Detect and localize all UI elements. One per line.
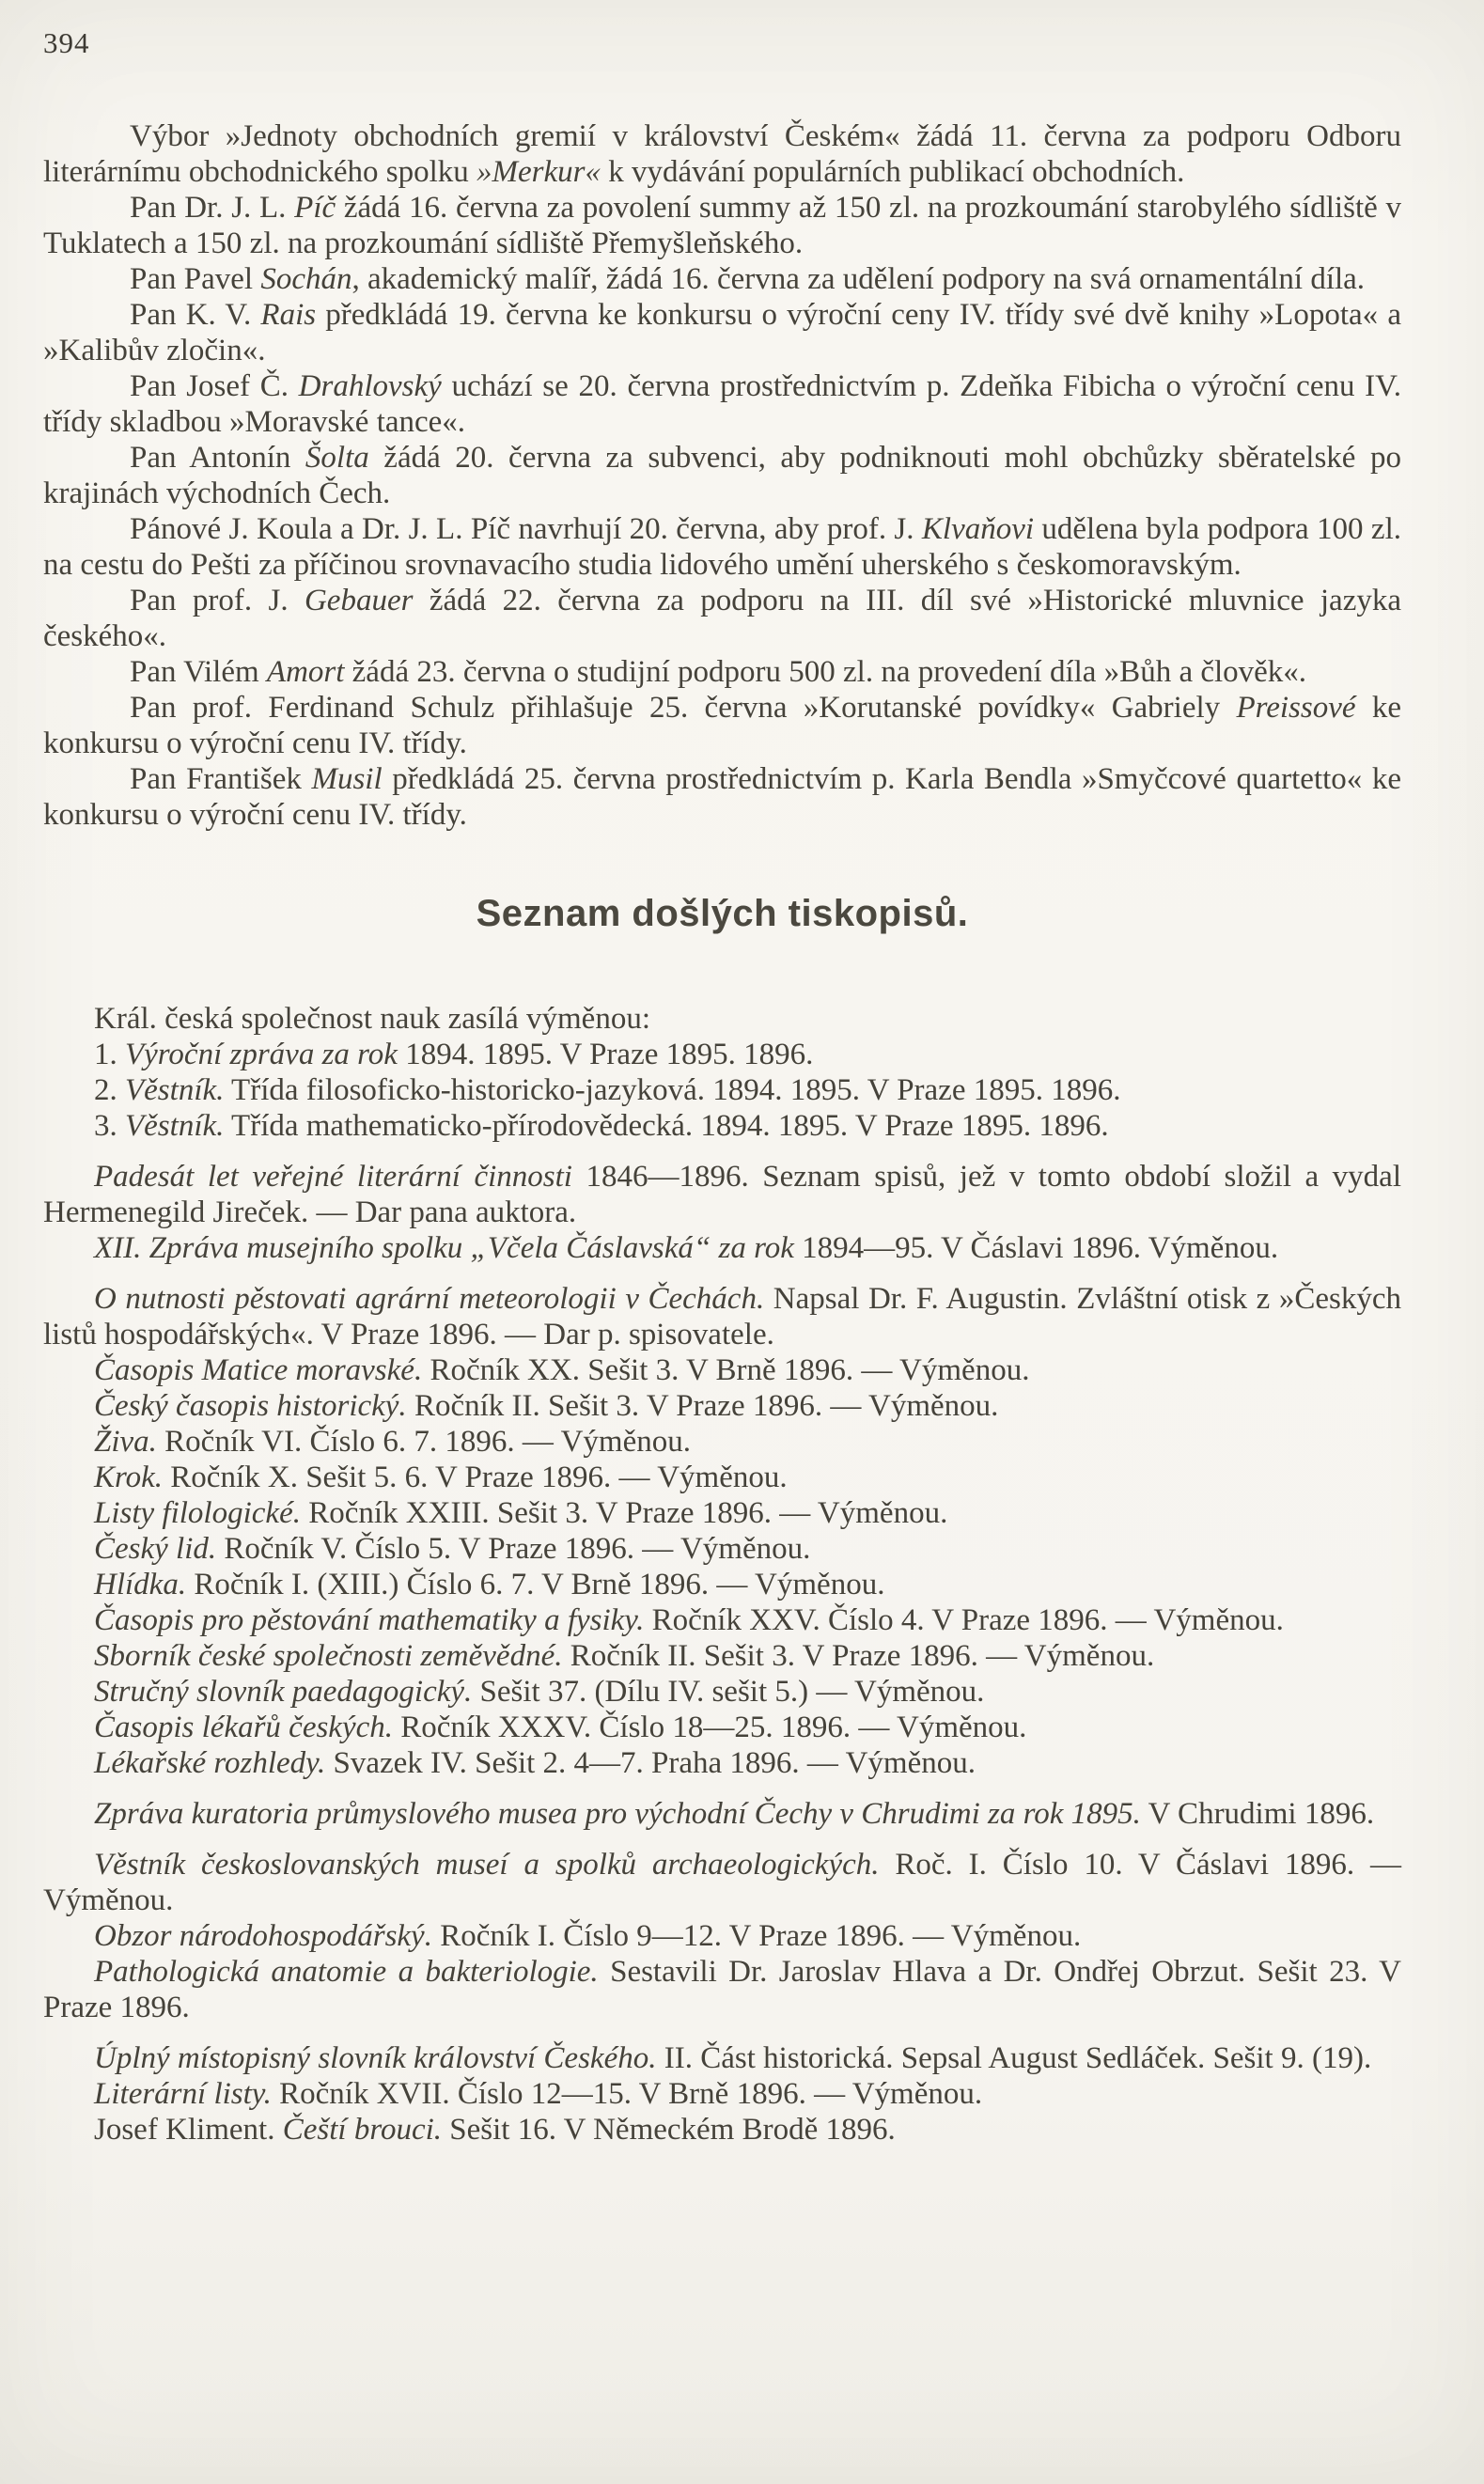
list-item <box>43 1918 1401 1954</box>
text-run: Musil <box>311 762 383 796</box>
text-run: Gebauer <box>304 584 414 617</box>
text-run: Ročník II. Sešit 3. V Praze 1896. — Výměnou. <box>562 1639 1155 1673</box>
text-run: předkládá 19. června ke konkursu o výroční ceny IV. třídy své dvě knihy »Lopota« a »Kalibův zločin«. <box>43 298 1401 367</box>
text-run: Amort <box>266 655 345 689</box>
text-run: Věstník. <box>125 1073 225 1107</box>
text-run: Krok. <box>94 1461 164 1494</box>
text-run: Sestavili Dr. Jaroslav Hlava a Dr. Ondřej Obrzut. Sešit 23. V Praze 1896. <box>43 1955 1401 2024</box>
text-run: Obzor národohospodářský. <box>94 1919 432 1953</box>
text-run: 1894—95. V Čáslavi 1896. Výměnou. <box>793 1231 1279 1265</box>
list-item <box>43 1567 1401 1602</box>
text-run: Ročník VI. Číslo 6. 7. 1896. — Výměnou. <box>156 1425 691 1459</box>
text-run: žádá 16. června za povolení summy až 150 zl. na prozkoumání starobylého sídliště v Tuklatech a 150 zl. na prozkoumání sídliště Přemyšleňského. <box>43 191 1401 260</box>
text-run: žádá 22. června za podporu na III. díl své »Historické mluvnice jazyka českého«. <box>43 584 1401 653</box>
list-item <box>43 2112 1401 2148</box>
text-run: ke konkursu o výroční cenu IV. třídy. <box>43 691 1401 760</box>
minutes-section <box>43 118 1401 833</box>
text-run: Pánové J. Koula a Dr. J. L. Píč navrhují 20. června, aby prof. J. <box>130 512 922 546</box>
text-run: Pan K. V. <box>130 298 261 332</box>
paragraph <box>43 190 1401 261</box>
text-run: O nutnosti pěstovati agrární meteorologii v Čechách. <box>94 1282 765 1316</box>
list-item <box>43 1281 1401 1352</box>
text-run: Hlídka. <box>94 1568 187 1601</box>
paragraph <box>43 261 1401 297</box>
list-item <box>43 1072 1401 1108</box>
list-item <box>43 1495 1401 1531</box>
text-run: Věstník českoslovanských museí a spolků archaeologických. <box>94 1848 880 1882</box>
text-run: Ročník X. Sešit 5. 6. V Praze 1896. — Výměnou. <box>163 1461 788 1494</box>
text-run: Píč <box>294 191 336 225</box>
paragraph <box>43 511 1401 583</box>
text-run: Pan prof. J. <box>130 584 305 617</box>
text-run: Pan Antonín <box>130 441 305 475</box>
text-run: II. Část historická. Sepsal August Sedláček. Sešit 9. (19). <box>656 2041 1372 2075</box>
list-item <box>43 1954 1401 2025</box>
text-run: Zpráva kuratoria průmyslového musea pro východní Čechy v Chrudimi za rok 1895. <box>94 1797 1141 1831</box>
text-run: Časopis pro pěstování mathematiky a fysiky. <box>94 1603 645 1637</box>
list-item <box>43 1159 1401 1230</box>
text-run: Drahlovský <box>298 369 442 403</box>
text-run: 3. <box>94 1109 125 1143</box>
text-run: 1. <box>94 1038 125 1071</box>
paragraph <box>43 690 1401 761</box>
text-run: Svazek IV. Sešit 2. 4—7. Praha 1896. — Výměnou. <box>325 1746 976 1780</box>
text-run: k vydávání populárních publikací obchodních. <box>600 155 1185 189</box>
list-item <box>43 1388 1401 1424</box>
list-item <box>43 1602 1401 1638</box>
text-run: 1846—1896. Seznam spisů, jež v tomto období složil a vydal Hermenegild Jireček. — Dar pana auktora. <box>43 1160 1401 1229</box>
text-run: Český časopis historický. <box>94 1389 407 1423</box>
text-run: Klvaňovi <box>921 512 1035 546</box>
text-run: Třída filosoficko-historicko-jazyková. 1894. 1895. V Praze 1895. 1896. <box>224 1073 1121 1107</box>
list-item <box>43 1638 1401 1674</box>
list-item <box>43 1745 1401 1781</box>
text-run: , akademický malíř, žádá 16. června za udělení podpory na svá ornamentální díla. <box>351 262 1366 296</box>
text-run: Šolta <box>305 441 369 475</box>
list-item <box>43 1460 1401 1495</box>
text-run: Věstník. <box>125 1109 225 1143</box>
text-run: 2. <box>94 1073 125 1107</box>
text-run: žádá 23. června o studijní podporu 500 zl. na provedení díla »Bůh a člověk«. <box>344 655 1307 689</box>
list-item <box>43 2040 1401 2076</box>
text-run: Třída mathematicko-přírodovědecká. 1894. 1895. V Praze 1895. 1896. <box>224 1109 1109 1143</box>
text-run: »Merkur« <box>476 155 601 189</box>
text-run: Padesát let veřejné literární činnosti <box>94 1160 572 1194</box>
text-run: Literární listy. <box>94 2077 272 2111</box>
list-item <box>43 1230 1401 1266</box>
text-run: Napsal Dr. F. Augustin. Zvláštní otisk z »Českých listů hospodářských«. V Praze 1896. — Dar p. spisovatele. <box>43 1282 1401 1351</box>
text-run: Sborník české společnosti zeměvědné. <box>94 1639 563 1673</box>
text-run: Pan Pavel <box>130 262 261 296</box>
text-run: udělena byla podpora 100 zl. na cestu do Pešti za příčinou srovnavacího studia lidového umění uherského s českomoravským. <box>43 512 1401 582</box>
list-intro <box>43 1001 1401 1037</box>
text-run: Sochán <box>260 262 352 296</box>
text-run: Pan Dr. J. L. <box>130 191 295 225</box>
text-run: Český lid. <box>94 1532 217 1566</box>
text-run: Ročník XXV. Číslo 4. V Praze 1896. — Výměnou. <box>644 1603 1284 1637</box>
text-run: Čeští brouci. <box>282 2113 443 2147</box>
text-run: žádá 20. června za subvenci, aby podniknouti mohl obchůzky sběratelské po krajinách východních Čech. <box>43 441 1401 510</box>
list-item <box>43 1037 1401 1072</box>
paragraph <box>43 654 1401 690</box>
list-item <box>43 1352 1401 1388</box>
paragraph <box>43 297 1401 368</box>
page-number: 394 <box>43 26 90 59</box>
text-run: Stručný slovník paedagogický. <box>94 1675 473 1709</box>
paragraph <box>43 583 1401 654</box>
list-item <box>43 2076 1401 2112</box>
paragraph <box>43 368 1401 440</box>
text-run: Josef Kliment. <box>94 2113 283 2147</box>
text-run: Výroční zpráva za rok <box>125 1038 398 1071</box>
text-run: uchází se 20. června prostřednictvím p. Zdeňka Fibicha o výroční cenu IV. třídy skladbou »Moravské tance«. <box>43 369 1401 439</box>
text-run: Ročník XX. Sešit 3. V Brně 1896. — Výměnou. <box>422 1353 1030 1387</box>
text-run: XII. Zpráva musejního spolku „Včela Čáslavská“ za rok <box>94 1231 794 1265</box>
list-item <box>43 1531 1401 1567</box>
text-run: Král. česká společnost nauk zasílá výměnou: <box>94 1002 650 1036</box>
list-item <box>43 1108 1401 1144</box>
received-publications-section <box>43 1001 1401 2148</box>
text-run: V Chrudimi 1896. <box>1140 1797 1375 1831</box>
text-run: Lékařské rozhledy. <box>94 1746 326 1780</box>
text-run: Sešit 16. V Německém Brodě 1896. <box>442 2113 896 2147</box>
text-run: Sešit 37. (Dílu IV. sešit 5.) — Výměnou. <box>472 1675 985 1709</box>
text-run: Pan prof. Ferdinand Schulz přihlašuje 25. června »Korutanské povídky« Gabriely <box>130 691 1237 725</box>
text-run: Ročník I. (XIII.) Číslo 6. 7. V Brně 1896. — Výměnou. <box>186 1568 885 1601</box>
text-run: Ročník XXIII. Sešit 3. V Praze 1896. — Výměnou. <box>300 1496 948 1530</box>
text-run: Roč. I. Číslo 10. V Čáslavi 1896. — Výměnou. <box>43 1848 1401 1917</box>
text-run: Ročník II. Sešit 3. V Praze 1896. — Výměnou. <box>406 1389 999 1423</box>
text-run: Úplný místopisný slovník království Českého. <box>94 2041 657 2075</box>
text-run: Rais <box>260 298 317 332</box>
text-run: Časopis lékařů českých. <box>94 1711 393 1744</box>
text-run: Pan Vilém <box>130 655 267 689</box>
paragraph <box>43 761 1401 833</box>
list-item <box>43 1847 1401 1918</box>
list-item <box>43 1710 1401 1745</box>
text-run: Ročník XVII. Číslo 12—15. V Brně 1896. — Výměnou. <box>271 2077 983 2111</box>
section-heading: Seznam došlých tiskopisů. <box>476 893 969 934</box>
text-run: Ročník I. Číslo 9—12. V Praze 1896. — Výměnou. <box>431 1919 1082 1953</box>
text-run: Listy filologické. <box>94 1496 301 1530</box>
paragraph <box>43 440 1401 511</box>
list-item <box>43 1674 1401 1710</box>
text-run: Pan Josef Č. <box>130 369 299 403</box>
text-run: Živa. <box>94 1425 157 1459</box>
text-run: Výbor »Jednoty obchodních gremií v království Českém« žádá 11. června za podporu Odboru literárnímu obchodnického spolku <box>43 119 1401 189</box>
text-run: Preissové <box>1236 691 1356 725</box>
text-run: Pan František <box>130 762 312 796</box>
text-run: předkládá 25. června prostřednictvím p. Karla Bendla »Smyčcové quartetto« ke konkursu o výroční cenu IV. třídy. <box>43 762 1401 832</box>
text-run: Pathologická anatomie a bakteriologie. <box>94 1955 599 1989</box>
text-run: Časopis Matice moravské. <box>94 1353 423 1387</box>
paragraph <box>43 118 1401 190</box>
list-item <box>43 1424 1401 1460</box>
text-run: Ročník XXXV. Číslo 18—25. 1896. — Výměnou. <box>393 1711 1027 1744</box>
text-run: Ročník V. Číslo 5. V Praze 1896. — Výměnou. <box>216 1532 811 1566</box>
text-run: 1894. 1895. V Praze 1895. 1896. <box>397 1038 814 1071</box>
list-item <box>43 1796 1401 1832</box>
